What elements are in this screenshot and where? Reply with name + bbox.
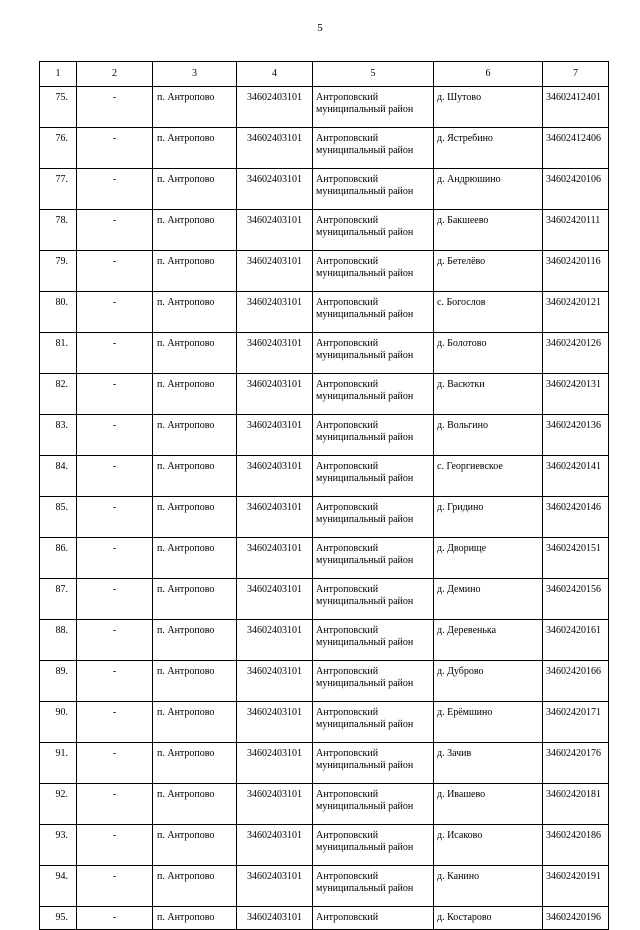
oktmo-code-cell: 34602403101 bbox=[237, 210, 313, 251]
column-2-cell: - bbox=[77, 251, 153, 292]
table-row bbox=[40, 784, 609, 825]
district-cell bbox=[313, 210, 434, 251]
district-line-2: муниципальный район bbox=[316, 842, 414, 853]
district-line-1: Антроповский bbox=[316, 625, 379, 636]
column-2-cell: - bbox=[77, 374, 153, 415]
oktmo-code-cell: 34602403101 bbox=[237, 538, 313, 579]
district-line-1: Антроповский bbox=[316, 92, 379, 103]
settlement-cell: п. Антропово bbox=[153, 497, 237, 538]
oktmo-code-cell: 34602403101 bbox=[237, 456, 313, 497]
locality-cell: д. Гридино bbox=[434, 497, 543, 538]
district-cell bbox=[313, 538, 434, 579]
column-2-cell: - bbox=[77, 169, 153, 210]
locality-cell: д. Бетелёво bbox=[434, 251, 543, 292]
column-2-cell: - bbox=[77, 210, 153, 251]
locality-cell: д. Зачив bbox=[434, 743, 543, 784]
settlement-cell: п. Антропово bbox=[153, 87, 237, 128]
oktmo-code-cell: 34602403101 bbox=[237, 87, 313, 128]
district-line-2: муниципальный район bbox=[316, 596, 414, 607]
row-number: 76. bbox=[40, 128, 77, 169]
oktmo-code-cell: 34602403101 bbox=[237, 702, 313, 743]
district-cell bbox=[313, 374, 434, 415]
locality-cell: д. Ивашево bbox=[434, 784, 543, 825]
table-row bbox=[40, 169, 609, 210]
row-number: 81. bbox=[40, 333, 77, 374]
district-cell bbox=[313, 866, 434, 907]
table-row bbox=[40, 292, 609, 333]
district-line-2: муниципальный район bbox=[316, 473, 414, 484]
district-line-1: Антроповский bbox=[316, 215, 379, 226]
row-number: 93. bbox=[40, 825, 77, 866]
locality-code-cell: 34602420146 bbox=[543, 497, 609, 538]
district-line-1: Антроповский bbox=[316, 748, 379, 759]
column-header: 3 bbox=[153, 62, 237, 87]
district-line-1: Антроповский bbox=[316, 338, 379, 349]
column-2-cell: - bbox=[77, 907, 153, 930]
settlement-cell: п. Антропово bbox=[153, 538, 237, 579]
settlement-cell: п. Антропово bbox=[153, 210, 237, 251]
locality-cell: д. Исаково bbox=[434, 825, 543, 866]
column-2-cell: - bbox=[77, 87, 153, 128]
locality-code-cell: 34602420191 bbox=[543, 866, 609, 907]
oktmo-code-cell: 34602403101 bbox=[237, 374, 313, 415]
district-cell bbox=[313, 497, 434, 538]
column-2-cell: - bbox=[77, 128, 153, 169]
column-2-cell: - bbox=[77, 661, 153, 702]
table-row bbox=[40, 251, 609, 292]
district-line-1: Антроповский bbox=[316, 789, 379, 800]
locality-code-cell: 34602420156 bbox=[543, 579, 609, 620]
district-line-2: муниципальный район bbox=[316, 186, 414, 197]
settlement-cell: п. Антропово bbox=[153, 374, 237, 415]
locality-cell: д. Ерёмшино bbox=[434, 702, 543, 743]
row-number: 78. bbox=[40, 210, 77, 251]
row-number: 86. bbox=[40, 538, 77, 579]
locality-cell: д. Васютки bbox=[434, 374, 543, 415]
locality-code-cell: 34602420116 bbox=[543, 251, 609, 292]
district-line-2: муниципальный район bbox=[316, 555, 414, 566]
district-line-1: Антроповский bbox=[316, 174, 379, 185]
district-line-1: Антроповский bbox=[316, 297, 379, 308]
row-number: 83. bbox=[40, 415, 77, 456]
registry-table bbox=[39, 61, 609, 930]
settlement-cell: п. Антропово bbox=[153, 620, 237, 661]
column-2-cell: - bbox=[77, 456, 153, 497]
district-line-1: Антроповский bbox=[316, 871, 379, 882]
oktmo-code-cell: 34602403101 bbox=[237, 333, 313, 374]
district-line-2: муниципальный район bbox=[316, 883, 414, 894]
table-body bbox=[40, 87, 609, 930]
table-row bbox=[40, 702, 609, 743]
oktmo-code-cell: 34602403101 bbox=[237, 579, 313, 620]
column-header: 4 bbox=[237, 62, 313, 87]
locality-cell: д. Деревенька bbox=[434, 620, 543, 661]
row-number: 75. bbox=[40, 87, 77, 128]
table-row bbox=[40, 415, 609, 456]
locality-code-cell: 34602420171 bbox=[543, 702, 609, 743]
column-2-cell: - bbox=[77, 620, 153, 661]
district-cell bbox=[313, 251, 434, 292]
district-cell bbox=[313, 333, 434, 374]
table-header-row bbox=[40, 62, 609, 87]
settlement-cell: п. Антропово bbox=[153, 825, 237, 866]
row-number: 80. bbox=[40, 292, 77, 333]
district-cell bbox=[313, 743, 434, 784]
locality-cell: с. Георгиевское bbox=[434, 456, 543, 497]
locality-cell: д. Демино bbox=[434, 579, 543, 620]
settlement-cell: п. Антропово bbox=[153, 415, 237, 456]
locality-cell: д. Костарово bbox=[434, 907, 543, 930]
locality-code-cell: 34602420186 bbox=[543, 825, 609, 866]
district-line-2: муниципальный район bbox=[316, 719, 414, 730]
column-2-cell: - bbox=[77, 702, 153, 743]
column-2-cell: - bbox=[77, 497, 153, 538]
row-number: 79. bbox=[40, 251, 77, 292]
locality-code-cell: 34602420141 bbox=[543, 456, 609, 497]
locality-cell: д. Шутово bbox=[434, 87, 543, 128]
column-2-cell: - bbox=[77, 415, 153, 456]
row-number: 88. bbox=[40, 620, 77, 661]
column-header: 6 bbox=[434, 62, 543, 87]
district-line-2: муниципальный район bbox=[316, 760, 414, 771]
locality-cell: д. Бакшеево bbox=[434, 210, 543, 251]
locality-code-cell: 34602420126 bbox=[543, 333, 609, 374]
table-row bbox=[40, 456, 609, 497]
table-row bbox=[40, 538, 609, 579]
column-header: 1 bbox=[40, 62, 77, 87]
table-row bbox=[40, 210, 609, 251]
table-row bbox=[40, 87, 609, 128]
district-line-2: муниципальный район bbox=[316, 391, 414, 402]
locality-cell: д. Вольгино bbox=[434, 415, 543, 456]
district-line-1: Антроповский bbox=[316, 133, 379, 144]
settlement-cell: п. Антропово bbox=[153, 866, 237, 907]
table-row bbox=[40, 374, 609, 415]
settlement-cell: п. Антропово bbox=[153, 169, 237, 210]
column-2-cell: - bbox=[77, 579, 153, 620]
locality-code-cell: 34602420131 bbox=[543, 374, 609, 415]
table-row bbox=[40, 866, 609, 907]
row-number: 77. bbox=[40, 169, 77, 210]
district-cell bbox=[313, 87, 434, 128]
locality-code-cell: 34602420196 bbox=[543, 907, 609, 930]
district-line-1: Антроповский bbox=[316, 666, 379, 677]
locality-code-cell: 34602420161 bbox=[543, 620, 609, 661]
row-number: 95. bbox=[40, 907, 77, 930]
settlement-cell: п. Антропово bbox=[153, 784, 237, 825]
locality-cell: д. Дворище bbox=[434, 538, 543, 579]
locality-code-cell: 34602412406 bbox=[543, 128, 609, 169]
oktmo-code-cell: 34602403101 bbox=[237, 784, 313, 825]
table-row bbox=[40, 907, 609, 930]
district-line-1: Антроповский bbox=[316, 461, 379, 472]
locality-cell: с. Богослов bbox=[434, 292, 543, 333]
locality-code-cell: 34602420151 bbox=[543, 538, 609, 579]
district-cell bbox=[313, 825, 434, 866]
column-header: 7 bbox=[543, 62, 609, 87]
district-line-1: Антроповский bbox=[316, 912, 379, 923]
table-row bbox=[40, 128, 609, 169]
district-line-2: муниципальный район bbox=[316, 801, 414, 812]
locality-code-cell: 34602420121 bbox=[543, 292, 609, 333]
column-2-cell: - bbox=[77, 333, 153, 374]
oktmo-code-cell: 34602403101 bbox=[237, 825, 313, 866]
column-2-cell: - bbox=[77, 538, 153, 579]
district-cell bbox=[313, 907, 434, 930]
row-number: 91. bbox=[40, 743, 77, 784]
locality-cell: д. Ястребино bbox=[434, 128, 543, 169]
district-cell bbox=[313, 128, 434, 169]
locality-cell: д. Канино bbox=[434, 866, 543, 907]
table-row bbox=[40, 661, 609, 702]
district-cell bbox=[313, 579, 434, 620]
oktmo-code-cell: 34602403101 bbox=[237, 661, 313, 702]
district-cell bbox=[313, 169, 434, 210]
district-line-2: муниципальный район bbox=[316, 350, 414, 361]
settlement-cell: п. Антропово bbox=[153, 333, 237, 374]
locality-code-cell: 34602420111 bbox=[543, 210, 609, 251]
district-cell bbox=[313, 620, 434, 661]
table-row bbox=[40, 333, 609, 374]
column-2-cell: - bbox=[77, 866, 153, 907]
district-line-2: муниципальный район bbox=[316, 678, 414, 689]
district-line-1: Антроповский bbox=[316, 584, 379, 595]
oktmo-code-cell: 34602403101 bbox=[237, 743, 313, 784]
row-number: 87. bbox=[40, 579, 77, 620]
page-number: 5 bbox=[317, 22, 323, 34]
settlement-cell: п. Антропово bbox=[153, 907, 237, 930]
district-line-2: муниципальный район bbox=[316, 145, 414, 156]
settlement-cell: п. Антропово bbox=[153, 128, 237, 169]
column-header: 2 bbox=[77, 62, 153, 87]
settlement-cell: п. Антропово bbox=[153, 661, 237, 702]
locality-code-cell: 34602420136 bbox=[543, 415, 609, 456]
oktmo-code-cell: 34602403101 bbox=[237, 907, 313, 930]
settlement-cell: п. Антропово bbox=[153, 579, 237, 620]
district-line-2: муниципальный район bbox=[316, 432, 414, 443]
row-number: 84. bbox=[40, 456, 77, 497]
district-line-1: Антроповский bbox=[316, 256, 379, 267]
row-number: 85. bbox=[40, 497, 77, 538]
locality-code-cell: 34602420166 bbox=[543, 661, 609, 702]
locality-cell: д. Андрюшино bbox=[434, 169, 543, 210]
district-line-2: муниципальный район bbox=[316, 637, 414, 648]
column-2-cell: - bbox=[77, 825, 153, 866]
district-line-1: Антроповский bbox=[316, 830, 379, 841]
settlement-cell: п. Антропово bbox=[153, 251, 237, 292]
row-number: 94. bbox=[40, 866, 77, 907]
column-header: 5 bbox=[313, 62, 434, 87]
locality-code-cell: 34602412401 bbox=[543, 87, 609, 128]
district-line-2: муниципальный район bbox=[316, 514, 414, 525]
locality-code-cell: 34602420106 bbox=[543, 169, 609, 210]
settlement-cell: п. Антропово bbox=[153, 702, 237, 743]
district-line-1: Антроповский bbox=[316, 420, 379, 431]
district-line-2: муниципальный район bbox=[316, 268, 414, 279]
district-cell bbox=[313, 292, 434, 333]
district-cell bbox=[313, 661, 434, 702]
oktmo-code-cell: 34602403101 bbox=[237, 866, 313, 907]
district-cell bbox=[313, 784, 434, 825]
oktmo-code-cell: 34602403101 bbox=[237, 415, 313, 456]
district-line-1: Антроповский bbox=[316, 379, 379, 390]
settlement-cell: п. Антропово bbox=[153, 743, 237, 784]
district-cell bbox=[313, 415, 434, 456]
oktmo-code-cell: 34602403101 bbox=[237, 497, 313, 538]
oktmo-code-cell: 34602403101 bbox=[237, 169, 313, 210]
row-number: 89. bbox=[40, 661, 77, 702]
locality-cell: д. Дуброво bbox=[434, 661, 543, 702]
settlement-cell: п. Антропово bbox=[153, 456, 237, 497]
row-number: 82. bbox=[40, 374, 77, 415]
district-line-2: муниципальный район bbox=[316, 227, 414, 238]
district-cell bbox=[313, 702, 434, 743]
table-row bbox=[40, 743, 609, 784]
column-2-cell: - bbox=[77, 743, 153, 784]
district-line-1: Антроповский bbox=[316, 543, 379, 554]
district-line-1: Антроповский bbox=[316, 502, 379, 513]
table-row bbox=[40, 825, 609, 866]
locality-cell: д. Болотово bbox=[434, 333, 543, 374]
row-number: 90. bbox=[40, 702, 77, 743]
district-line-1: Антроповский bbox=[316, 707, 379, 718]
row-number: 92. bbox=[40, 784, 77, 825]
locality-code-cell: 34602420181 bbox=[543, 784, 609, 825]
district-cell bbox=[313, 456, 434, 497]
table-row bbox=[40, 497, 609, 538]
table-row bbox=[40, 620, 609, 661]
district-line-2: муниципальный район bbox=[316, 104, 414, 115]
locality-code-cell: 34602420176 bbox=[543, 743, 609, 784]
table-row bbox=[40, 579, 609, 620]
column-2-cell: - bbox=[77, 292, 153, 333]
oktmo-code-cell: 34602403101 bbox=[237, 251, 313, 292]
district-line-2: муниципальный район bbox=[316, 309, 414, 320]
oktmo-code-cell: 34602403101 bbox=[237, 128, 313, 169]
oktmo-code-cell: 34602403101 bbox=[237, 292, 313, 333]
settlement-cell: п. Антропово bbox=[153, 292, 237, 333]
column-2-cell: - bbox=[77, 784, 153, 825]
oktmo-code-cell: 34602403101 bbox=[237, 620, 313, 661]
